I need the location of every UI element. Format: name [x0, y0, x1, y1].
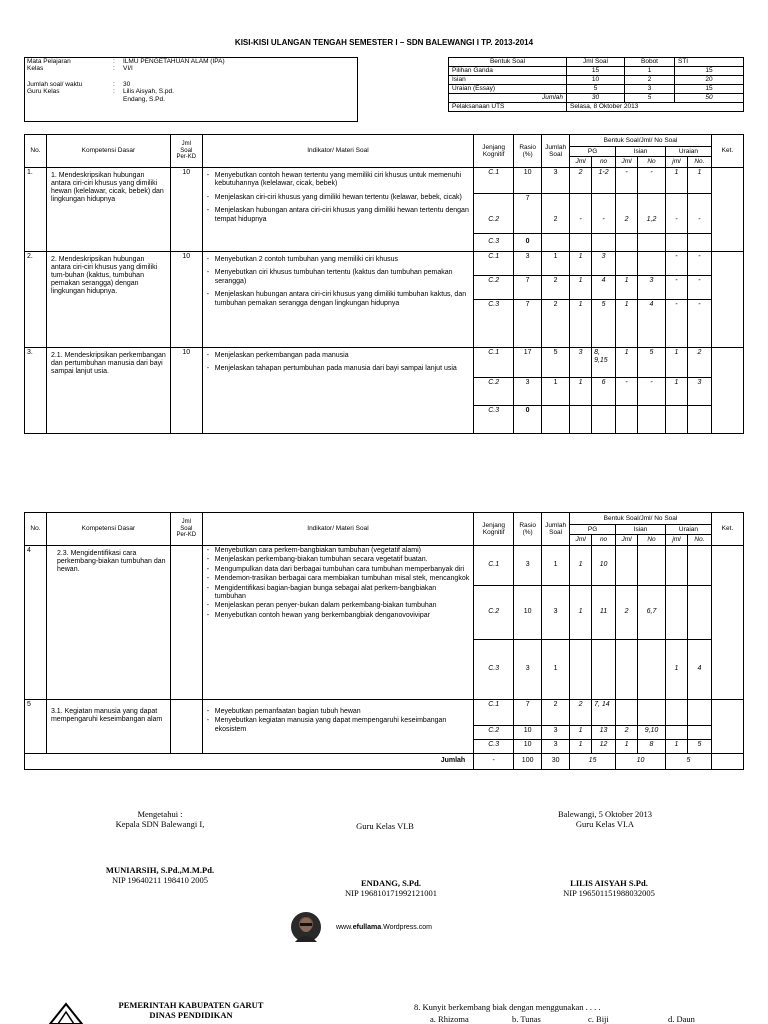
website-link[interactable]: www.efullama.Wordpress.com	[336, 924, 432, 931]
header-rasio: Rasio (%)	[514, 135, 542, 168]
question-8: 8. Kunyit berkembang biak dengan menggunakan . . . . a. Rhizoma b. Tunas c. Biji d. Daun	[414, 1002, 695, 1024]
signature-guru-a: Balewangi, 5 Oktober 2013 Guru Kelas VI.A	[558, 809, 652, 829]
header-kompetensi-dasar: Kompetensi Dasar	[46, 513, 170, 546]
signature-name-endang: ENDANG, S.Pd. NIP 196810171992121001	[344, 878, 437, 898]
garut-logo-icon	[48, 1000, 84, 1024]
row-number: 3.	[25, 347, 47, 433]
kompetensi-dasar: 2.3. Mengidentifikasi cara perkembang-biakan tumbuhan dan hewan.	[46, 545, 170, 699]
table-row: 2. 2. Mendeskripsikan hubungan antara ciri-ciri khusus yang dimiliki tum-buhan (kaktus, tumbuhan pemakan serangga) dengan lingkungan hidupnya. 10 - Menyebutkan 2 contoh tumbuhan yang memiliki ciri khusus - Menyebutkan ciri khusus tumbuhan tertentu (kaktus dan tumbuhan pemakan serangga) - Menjelaskan hubungan antara ciri-ciri khusus yang dimiliki tumbuhan kaktus, dan tumbuhan pemakan serangga dengan lingkungan hidupnya C.1 3 1 1 3 - -	[25, 251, 744, 275]
kompetensi-dasar: 2.1. Mendeskripsikan perkembangan dan pertumbuhan manusia dari bayi sampai lanjut usia.	[46, 347, 170, 433]
letterhead: PEMERINTAH KABUPATEN GARUT DINAS PENDIDIKAN	[118, 1000, 264, 1020]
indikator-list: - Menyebutkan contoh hewan tertentu yang memiliki ciri khusus untuk memenuhi kebutuhannya (kelelawar, cicak, bebek) - Menjelaskan ciri-ciri khusus yang dimiliki hewan tertentu (kelawar, bebek, cicak) - Menjelaskan hubungan antara ciri-ciri khusus yang dimiliki hewan tertentu dengan tempat hidupnya	[202, 167, 473, 251]
header-bentuk-soal: Bentuk Soal/Jml/ No Soal	[570, 135, 712, 147]
header-rasio: Rasio (%)	[514, 513, 542, 546]
person-icon	[291, 912, 321, 942]
question-type-summary-table	[448, 57, 744, 112]
indikator-list: - Menyebutkan cara perkem-bangbiakan tumbuhan (vegetatif alami) - Menjelaskan perkembang-biakan tumbuhan secara vegetatif buatan. - Mengumpulkan data dari berbagai tumbuhan cara tumbuhan memperbanyak diri - Mendemon-trasikan berbagai cara membiakan tumbuhan misal stek, mencangkok - Mengidentifikasi bagian-bagian bunga sebagai alat perkem-bangbiakan tumbuhan - Menjelaskan peran penyer-bukan dalam perkembang-biakan tumbuhan - Menyebutkan contoh hewan yang berkembangbiak denganovovivipar	[202, 545, 473, 699]
row-number: 4	[25, 545, 47, 699]
header-kompetensi-dasar: Kompetensi Dasar	[46, 135, 170, 168]
summary-date-row: Pelaksanaan UTS Selasa, 8 Oktober 2013	[449, 103, 744, 112]
info-row-mapel: Mata Pelajaran : ILMU PENGETAHUAN ALAM (IPA)	[27, 58, 225, 65]
info-row-kelas: Kelas : VI/I	[27, 65, 133, 73]
table-total-row: Jumlah - 100 30 15 10 5	[25, 753, 744, 769]
info-row-guru: Guru Kelas : Lilis Aisyah, S.pd.	[27, 88, 174, 96]
signature-name-lilis: LILIS AISYAH S.Pd. NIP 196501151988032005	[563, 878, 655, 898]
signature-name-kepala: MUNIARSIH, S.Pd.,M.M.Pd. NIP 19640211 198410 2005	[105, 865, 215, 885]
header-jml-soal: Jml Soal Per-KD	[170, 513, 202, 546]
avatar	[291, 912, 321, 942]
indikator-list: - Meyebutkan pemanfaatan bagian tubuh hewan - Menyebutkan kegiatan manusia yang dapat mempengaruhi keseimbangan ekosistem	[202, 699, 473, 753]
row-number: 5	[25, 699, 47, 753]
header-jml-soal: Jml Soal Per-KD	[170, 135, 202, 168]
info-row-jumlah: Jumlah soal/ waktu : 30	[27, 80, 131, 88]
indikator-list: - Menjelaskan perkembangan pada manusia - Menjelaskan tahapan pertumbuhan pada manusia dari bayi sampai lanjut usia	[202, 347, 473, 433]
table-row: 1. 1. Mendeskripsikan hubungan antara ciri-ciri khusus yang dimiliki hewan (kelelawar, cicak, bebek) dan lingkungan hidupnya 10 - Menyebutkan contoh hewan tertentu yang memiliki ciri khusus untuk memenuhi kebutuhannya (kelelawar, cicak, bebek) - Menjelaskan ciri-ciri khusus yang dimiliki hewan tertentu (kelawar, bebek, cicak) - Menjelaskan hubungan antara ciri-ciri khusus yang dimiliki hewan tertentu dengan tempat hidupnya C.1 10 3 2 1-2 - - 1 1	[25, 167, 744, 193]
header-jumlah-soal: Jumlah Soal	[542, 135, 570, 168]
signature-guru-b-title: Guru Kelas VI.B	[356, 821, 414, 831]
header-jumlah-soal: Jumlah Soal	[542, 513, 570, 546]
signature-kepala: Mengetahui : Kepala SDN Balewangi I,	[115, 809, 205, 829]
kisi-kisi-table-1: No. Kompetensi Dasar Jml Soal Per-KD Indikator/ Materi Soal Jenjang Kognitif Rasio (%) Jumlah Soal Bentuk Soal/Jml/ No Soal Ket. PG Isian Uraian Jml no Jml No jml No. 1. 1. Mendeskripsikan hubungan antara ciri-ciri khusus yang dimiliki hewan (kelelawar, cicak, bebek) dan lingkungan hidupnya 10 - Menyebutkan contoh hewan tertentu yang memiliki ciri khusus untuk memenuhi kebutuhannya (kelelawar, cicak, bebek) - Menjelaskan ciri-ciri khusus yang dimiliki hewan tertentu (kelawar, bebek, cicak) - Menjelaskan hubungan antara ciri-ciri khusus yang dimiliki hewan tertentu dengan tempat hidupnya C.1 10 3 2 1-2 - - 1 1 7 C.2 2 - - 2 1,2 - - C.3 0 2. 2. Mendeskripsikan hubungan antara ciri-ciri khusus yang dimiliki tum-buhan (kaktus, tumbuhan pemakan serangga) dengan lingkungan hidupnya. 10 - Menyebutkan 2 contoh tumbuhan yang memiliki ciri khusus - Menyebutkan ciri khusus tumbuhan tertentu (kaktus dan tumbuhan pemakan serangga) - Menjelaskan hubungan antara ciri-ciri khusus yang dimiliki tumbuhan kaktus, dan tumbuhan pemakan serangga dengan lingkungan hidupnya C.1 3 1 1 3 - - C.2 7 2 1 4 1 3 - - C.3 7 2 1 5 1 4 - - 3. 2.1. Mendeskripsikan perkembangan dan pertumbuhan manusia dari bayi sampai lanjut usia. 10 - Menjelaskan perkembangan pada manusia - Menjelaskan tahapan pertumbuhan pada manusia dari bayi sampai lanjut usia C.1 17 5 3 8, 9,15 1 5 1 2 C.2 3 1 1 6 - - 1 3 C.3 0	[24, 134, 744, 434]
table-row: 5 3.1. Kegiatan manusia yang dapat mempengaruhi keseimbangan alam - Meyebutkan pemanfaatan bagian tubuh hewan - Menyebutkan kegiatan manusia yang dapat mempengaruhi keseimbangan ekosistem C.1 7 2 2 7, 14	[25, 699, 744, 725]
header-jenjang: Jenjang Kognitif	[474, 513, 514, 546]
summary-row: Uraian (Essay) 5 3 15	[449, 85, 744, 94]
header-no: No.	[25, 135, 47, 168]
header-no: No.	[25, 513, 47, 546]
header-indikator: Indikator/ Materi Soal	[202, 513, 473, 546]
row-number: 2.	[25, 251, 47, 347]
header-indikator: Indikator/ Materi Soal	[202, 135, 473, 168]
indikator-list: - Menyebutkan 2 contoh tumbuhan yang memiliki ciri khusus - Menyebutkan ciri khusus tumbuhan tertentu (kaktus dan tumbuhan pemakan serangga) - Menjelaskan hubungan antara ciri-ciri khusus yang dimiliki tumbuhan kaktus, dan tumbuhan pemakan serangga dengan lingkungan hidupnya	[202, 251, 473, 347]
header-ket: Ket.	[711, 135, 743, 168]
info-row-guru-2: Endang, S.Pd.	[123, 95, 165, 103]
summary-header-row: Bentuk Soal Jml Soal Bobot STI	[449, 58, 744, 67]
kompetensi-dasar: 2. Mendeskripsikan hubungan antara ciri-ciri khusus yang dimiliki tum-buhan (kaktus, tumbuhan pemakan serangga) dengan lingkungan hidupnya.	[46, 251, 170, 347]
summary-total-row: Jumlah 30 5 50	[449, 94, 744, 103]
subject-info-box	[24, 57, 358, 122]
kisi-kisi-table-2: No. Kompetensi Dasar Jml Soal Per-KD Indikator/ Materi Soal Jenjang Kognitif Rasio (%) Jumlah Soal Bentuk Soal/Jml/ No Soal Ket. PG Isian Uraian Jml no Jml No jml No. 4 2.3. Mengidentifikasi cara perkembang-biakan tumbuhan dan hewan. - Menyebutkan cara perkem-bangbiakan tumbuhan (vegetatif alami) - Menjelaskan perkembang-biakan tumbuhan secara vegetatif buatan. - Mengumpulkan data dari berbagai tumbuhan cara tumbuhan memperbanyak diri - Mendemon-trasikan berbagai cara membiakan tumbuhan misal stek, mencangkok - Mengidentifikasi bagian-bagian bunga sebagai alat perkem-bangbiakan tumbuhan - Menjelaskan peran penyer-bukan dalam perkembang-biakan tumbuhan - Menyebutkan contoh hewan yang berkembangbiak denganovovivipar C.1 3 1 1 10 C.2 10 3 1 11 2 6,7 C.3 3 1 1 4 5 3.1. Kegiatan manusia yang dapat mempengaruhi keseimbangan alam - Meyebutkan pemanfaatan bagian tubuh hewan - Menyebutkan kegiatan manusia yang dapat mempengaruhi keseimbangan ekosistem C.1 7 2 2 7, 14 C.2 10 3 1 13 2 9,10 C.3 10 3 1 12 1 8 1 5 Jumlah - 100 30 15 10 5	[24, 512, 744, 770]
header-ket: Ket.	[711, 513, 743, 546]
kompetensi-dasar: 1. Mendeskripsikan hubungan antara ciri-ciri khusus yang dimiliki hewan (kelelawar, cicak, bebek) dan lingkungan hidupnya	[46, 167, 170, 251]
summary-row: Pilihan Ganda 15 1 15	[449, 67, 744, 76]
kompetensi-dasar: 3.1. Kegiatan manusia yang dapat mempengaruhi keseimbangan alam	[46, 699, 170, 753]
table-row: 3. 2.1. Mendeskripsikan perkembangan dan pertumbuhan manusia dari bayi sampai lanjut usia. 10 - Menjelaskan perkembangan pada manusia - Menjelaskan tahapan pertumbuhan pada manusia dari bayi sampai lanjut usia C.1 17 5 3 8, 9,15 1 5 1 2	[25, 347, 744, 377]
table-row: 4 2.3. Mengidentifikasi cara perkembang-biakan tumbuhan dan hewan. - Menyebutkan cara perkem-bangbiakan tumbuhan (vegetatif alami) - Menjelaskan perkembang-biakan tumbuhan secara vegetatif buatan. - Mengumpulkan data dari berbagai tumbuhan cara tumbuhan memperbanyak diri - Mendemon-trasikan berbagai cara membiakan tumbuhan misal stek, mencangkok - Mengidentifikasi bagian-bagian bunga sebagai alat perkem-bangbiakan tumbuhan - Menjelaskan peran penyer-bukan dalam perkembang-biakan tumbuhan - Menyebutkan contoh hewan yang berkembangbiak denganovovivipar C.1 3 1 1 10	[25, 545, 744, 585]
document-title: KISI-KISI ULANGAN TENGAH SEMESTER I – SDN BALEWANGI I TP. 2013-2014	[234, 38, 534, 47]
summary-row: Isian 10 2 20	[449, 76, 744, 85]
header-bentuk-soal: Bentuk Soal/Jml/ No Soal	[570, 513, 712, 525]
header-jenjang: Jenjang Kognitif	[474, 135, 514, 168]
row-number: 1.	[25, 167, 47, 251]
